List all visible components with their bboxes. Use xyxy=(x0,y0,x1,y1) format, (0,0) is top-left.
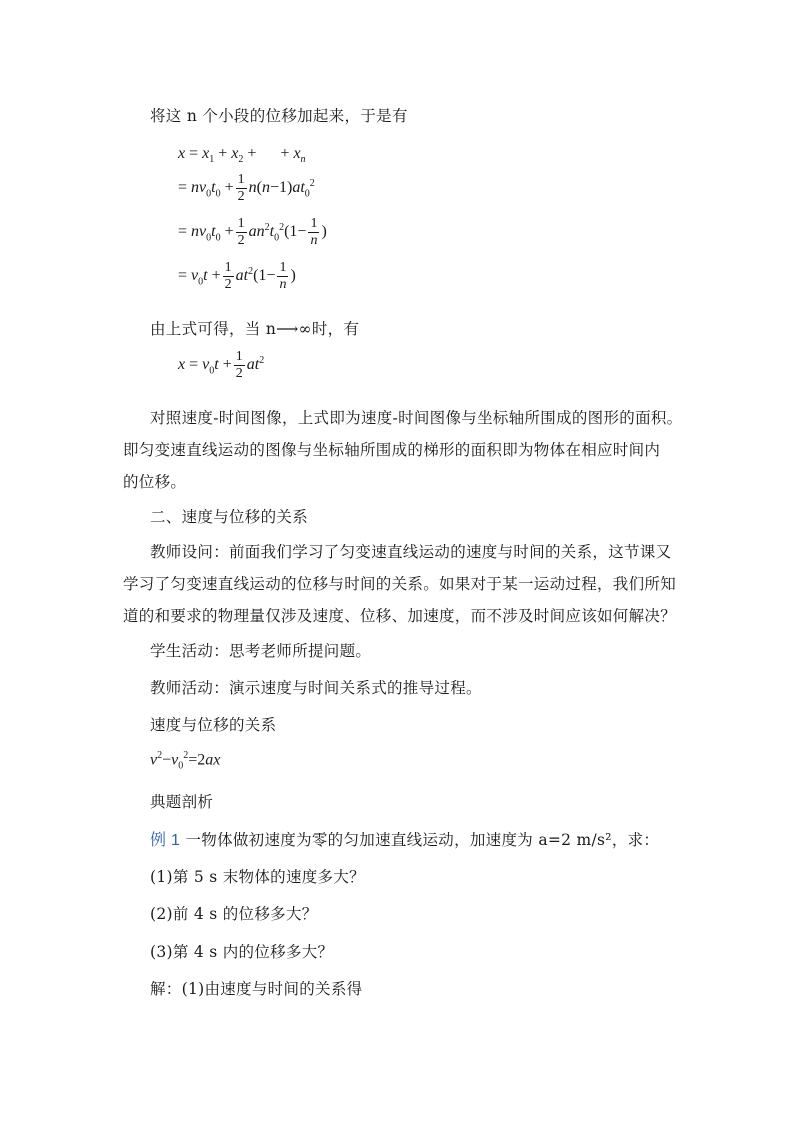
typical-problem-heading: 典题剖析 xyxy=(150,793,214,811)
paragraph-1-line-2: 即匀变速直线运动的图像与坐标轴所围成的梯形的面积即为物体在相应时间内 xyxy=(123,441,661,459)
teacher-question-line-2: 学习了匀变速直线运动的位移与时间的关系。如果对于某一运动过程，我们所知 xyxy=(123,575,677,593)
teacher-question-line-1: 教师设问：前面我们学习了匀变速直线运动的速度与时间的关系，这节课又 xyxy=(150,543,672,561)
sum-intro-text: 将这 n 个小段的位移加起来，于是有 xyxy=(150,107,408,125)
velocity-displacement-heading: 速度与位移的关系 xyxy=(150,716,277,734)
velocity-displacement-formula: $v^2-v_0^2=2ax$ xyxy=(150,750,221,772)
equation-step-3: = $nv_0t_0$ + $\frac{1}{2}$ $an^2t_0^2(1-$ $\frac{1}{n}$ ) xyxy=(178,216,327,248)
paragraph-1-line-3: 的位移。 xyxy=(123,473,187,491)
question-3: (3)第 4 s 内的位移多大？ xyxy=(150,943,334,961)
limit-text: 由上式可得，当 n⟶∞时，有 xyxy=(150,320,360,338)
example-label: 例 1 xyxy=(150,832,181,849)
paragraph-1-line-1: 对照速度-时间图像，上式即为速度-时间图像与坐标轴所围成的图形的面积。 xyxy=(150,409,683,427)
example-text: 一物体做初速度为零的匀加速直线运动，加速度为 a=2 m/s²，求： xyxy=(185,831,660,849)
equation-step-4: = $v_0t$ + $\frac{1}{2}$ $at^2(1-$ $\frac{1}{n}$ ) xyxy=(178,260,296,292)
teacher-question-line-3: 道的和要求的物理量仅涉及速度、位移、加速度，而不涉及时间应该如何解决？ xyxy=(123,607,677,625)
equation-displacement: $x = v_0t$ + $\frac{1}{2}$ $at^2$ xyxy=(178,349,265,381)
example-1 xyxy=(150,827,659,850)
teacher-activity: 教师活动：演示速度与时间关系式的推导过程。 xyxy=(150,679,482,697)
equation-step-2: = $nv_0t_0$ + $\frac{1}{2}$ $n(n-1)at_0^2$ xyxy=(178,172,315,204)
question-2: (2)前 4 s 的位移多大？ xyxy=(150,905,318,923)
equation-sum: $x = x_1 + x_2$ + + $x_n$ xyxy=(178,145,306,166)
question-1: (1)第 5 s 末物体的速度多大？ xyxy=(150,868,365,886)
student-activity: 学生活动：思考老师所提问题。 xyxy=(150,642,372,660)
solution-start: 解：(1)由速度与时间的关系得 xyxy=(150,980,363,998)
section-heading: 二、速度与位移的关系 xyxy=(150,508,309,526)
